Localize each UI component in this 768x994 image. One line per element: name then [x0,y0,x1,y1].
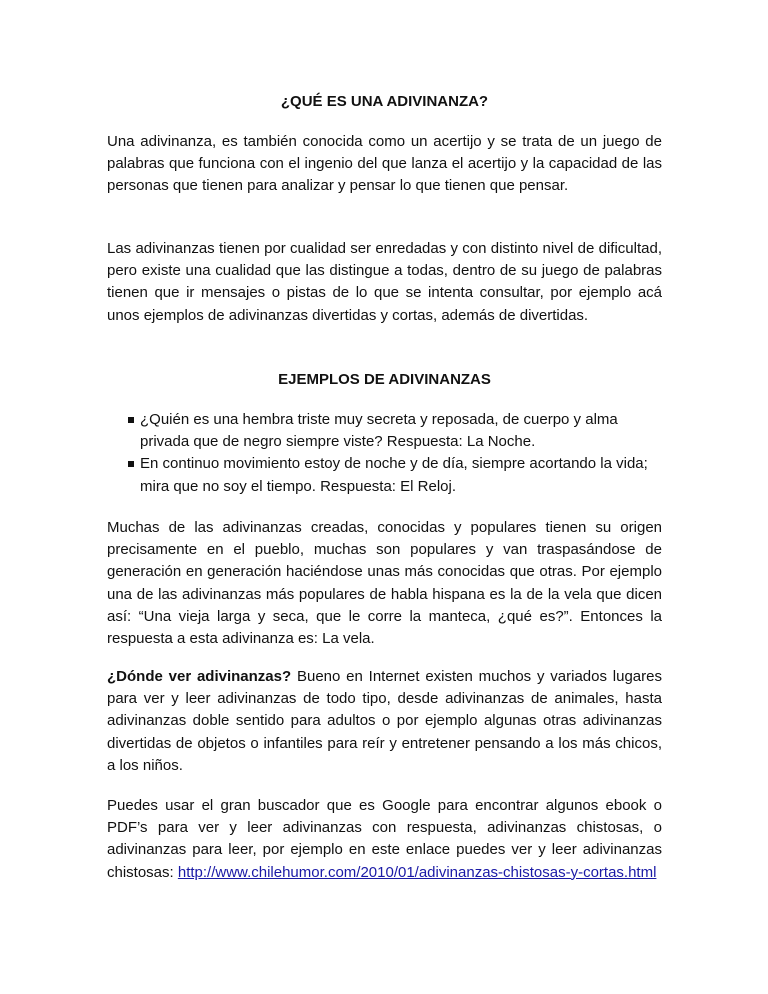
examples-heading: EJEMPLOS DE ADIVINANZAS [278,371,491,388]
list-item [107,409,662,453]
paragraph-where-to-see [107,666,662,777]
paragraph-body: Bueno en Internet existen muchos y variados lugares para ver y leer adivinanzas de todo tipo, desde adivinanzas de animales, hasta adivinanzas doble sentido para adultos o por ejemplo algunas otras adivinanzas divertidas de objetos o infantiles para reír y entretener pensando a los más chicos, a los niños. [107,668,662,774]
chilehumor-link[interactable]: http://www.chilehumor.com/2010/01/adivinanzas-chistosas-y-cortas.html [177,863,657,881]
paragraph-lead-bold: ¿Dónde ver adivinanzas? [107,668,292,685]
example-text: En continuo movimiento estoy de noche y de día, siempre acortando la vida; mira que no soy el tiempo. Respuesta: El Reloj. [140,455,648,495]
examples-list [107,409,662,498]
document-title: ¿QUÉ ES UNA ADIVINANZA? [280,93,489,110]
paragraph-qualities: Las adivinanzas tienen por cualidad ser enredadas y con distinto nivel de dificultad, pero existe una cualidad que las distingue a todas, dentro de su juego de palabras tienen que ir mensajes o pistas de lo que se intenta consultar, por ejemplo acá unos ejemplos de adivinanzas divertidas y cortas, además de divertidas. [107,240,662,324]
list-item [107,453,662,497]
paragraph-origin: Muchas de las adivinanzas creadas, conocidas y populares tienen su origen precisamente en el pueblo, muchas son populares y van traspasándose de generación en generación haciéndose unas más conocidas que otras. Por ejemplo una de las adivinanzas más populares de habla hispana es la de la vela que dicen así: “Una vieja larga y seca, que le corre la manteca, ¿qué es?”. Entonces la respuesta a esta adivinanza es: La vela. [107,519,662,648]
example-text: ¿Quién es una hembra triste muy secreta y reposada, de cuerpo y alma privada que de negro siempre viste? Respuesta: La Noche. [140,411,618,451]
paragraph-definition: Una adivinanza, es también conocida como un acertijo y se trata de un juego de palabras que funciona con el ingenio del que lanza el acertijo y la capacidad de las personas que tienen para analizar y pensar lo que tienen que pensar. [107,133,662,195]
paragraph-body: Puedes usar el gran buscador que es Google para encontrar algunos ebook o PDF’s para ver y leer adivinanzas con respuesta, adivinanzas chistosas, o adivinanzas para leer, por ejemplo en este enlace puedes ver y leer adivinanzas chistosas: [107,797,662,881]
paragraph-google [107,795,662,884]
square-bullet-icon [128,417,134,423]
square-bullet-icon [128,461,134,467]
